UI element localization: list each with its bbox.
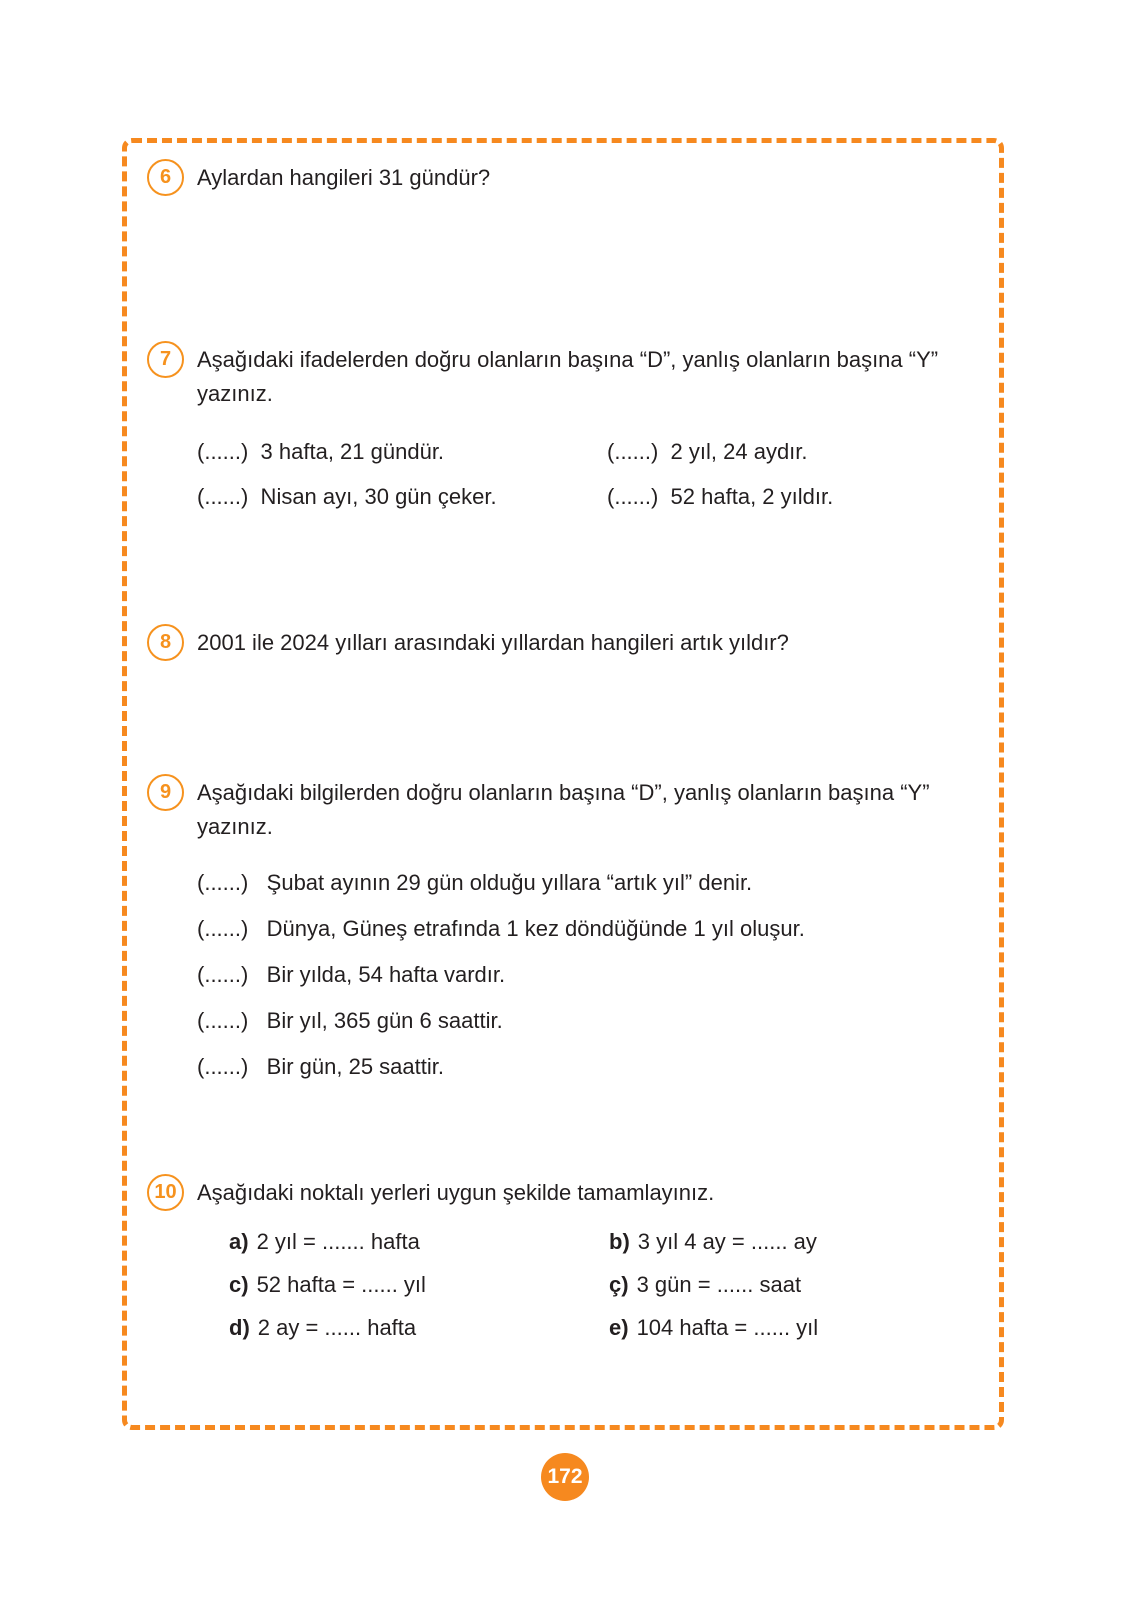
question-7-header — [147, 341, 979, 411]
question-7-items — [197, 437, 979, 512]
q10-item-c-text: 52 hafta = ...... yıl — [256, 1272, 426, 1297]
q10-item-e — [609, 1313, 979, 1343]
question-6 — [147, 159, 979, 196]
q10-item-c-label: c) — [229, 1272, 249, 1297]
q9-item-1: (......) Şubat ayının 29 gün olduğu yıllara “artık yıl” denir. — [197, 870, 753, 895]
q7-item-right-2: (......) 52 hafta, 2 yıldır. — [607, 484, 834, 509]
question-6-number-badge: 6 — [147, 159, 184, 196]
question-6-text: Aylardan hangileri 31 gündür? — [197, 165, 491, 190]
q10-item-d-text: 2 ay = ...... hafta — [257, 1315, 417, 1340]
question-6-header — [147, 159, 979, 196]
q9-item-5: (......) Bir gün, 25 saattir. — [197, 1054, 444, 1079]
q10-item-e-text: 104 hafta = ...... yıl — [636, 1315, 819, 1340]
question-7-text: Aşağıdaki ifadelerden doğru olanların başına “D”, yanlış olanların başına “Y” yazınız. — [197, 347, 939, 406]
q7-item-left-1: (......) 3 hafta, 21 gündür. — [197, 439, 445, 464]
q10-item-cc-text: 3 gün = ...... saat — [636, 1272, 802, 1297]
question-9 — [147, 774, 979, 1082]
q10-item-b-label: b) — [609, 1229, 630, 1254]
q9-item-4: (......) Bir yıl, 365 gün 6 saattir. — [197, 1008, 503, 1033]
question-10-header — [147, 1174, 979, 1211]
page-number-badge: 172 — [541, 1453, 589, 1501]
q10-item-a-text: 2 yıl = ....... hafta — [256, 1229, 420, 1254]
question-8-text: 2001 ile 2024 yılları arasındaki yıllardan hangileri artık yıldır? — [197, 630, 789, 655]
q7-item-left-2: (......) Nisan ayı, 30 gün çeker. — [197, 484, 497, 509]
question-9-items — [197, 868, 979, 1082]
question-8 — [147, 624, 979, 661]
question-10-text: Aşağıdaki noktalı yerleri uygun şekilde tamamlayınız. — [197, 1180, 715, 1205]
dashed-border-frame — [122, 138, 1004, 1430]
q10-item-b-text: 3 yıl 4 ay = ...... ay — [637, 1229, 817, 1254]
q10-item-b — [609, 1227, 979, 1257]
question-8-number-badge: 8 — [147, 624, 184, 661]
question-8-header — [147, 624, 979, 661]
question-7 — [147, 341, 979, 512]
question-10-items — [229, 1227, 979, 1343]
q10-item-e-label: e) — [609, 1315, 629, 1340]
q10-item-cc-label: ç) — [609, 1272, 629, 1297]
q10-item-a-label: a) — [229, 1229, 249, 1254]
question-9-header — [147, 774, 979, 844]
question-7-number-badge: 7 — [147, 341, 184, 378]
q10-item-cc — [609, 1270, 979, 1300]
question-9-text: Aşağıdaki bilgilerden doğru olanların başına “D”, yanlış olanların başına “Y” yazınız. — [197, 780, 930, 839]
q10-item-d — [229, 1313, 609, 1343]
q7-item-right-1: (......) 2 yıl, 24 aydır. — [607, 439, 808, 464]
question-10 — [147, 1174, 979, 1343]
q10-item-c — [229, 1270, 609, 1300]
q9-item-2: (......) Dünya, Güneş etrafında 1 kez döndüğünde 1 yıl oluşur. — [197, 916, 805, 941]
q10-item-d-label: d) — [229, 1315, 250, 1340]
q9-item-3: (......) Bir yılda, 54 hafta vardır. — [197, 962, 506, 987]
q10-item-a — [229, 1227, 609, 1257]
question-9-number-badge: 9 — [147, 774, 184, 811]
question-10-number-badge: 10 — [147, 1174, 184, 1211]
